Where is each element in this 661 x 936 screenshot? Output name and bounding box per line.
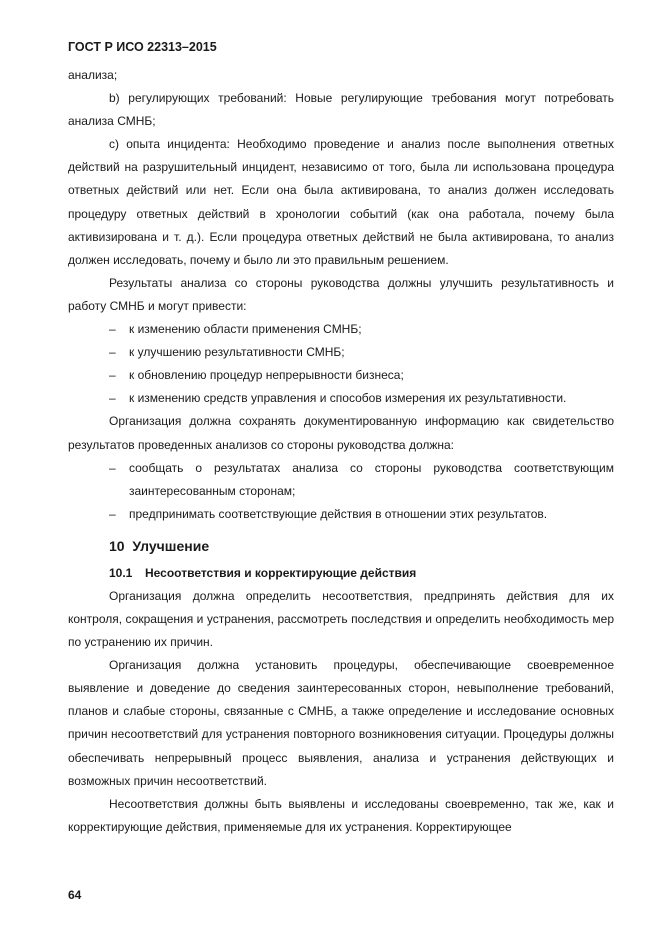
page-number: 64: [68, 888, 82, 902]
dash-marker: –: [109, 368, 116, 383]
paragraph-investigation: Несоответствия должны быть выявлены и исследованы своевременно, так же, как и корректирующие действия, применяемые для их устранения. Корректирующее: [68, 796, 614, 834]
list-item: [109, 387, 614, 410]
paragraph-nonconformity-define: Организация должна определить несоответствия, предпринять действия для их контроля, сокращения и устранения, рассмотреть последствия и определить необходимость мер по устранению их причин.: [68, 588, 614, 650]
subsection-title: Несоответствия и корректирующие действия: [145, 565, 417, 580]
list-item: [109, 457, 614, 503]
dash-marker: –: [109, 345, 116, 360]
paragraph-item-b: b) регулирующих требований: Новые регулирующие требования могут потребовать анализа СМНБ;: [68, 91, 614, 129]
section-number: 10: [109, 537, 125, 554]
section-title: Улучшение: [132, 537, 210, 554]
paragraph-documented-info: Организация должна сохранять документированную информацию как свидетельство результатов проведенных анализов со стороны руководства должна:: [68, 414, 614, 452]
list-item-text: к изменению средств управления и способов измерения их результативности.: [129, 391, 567, 406]
list-item-text: к изменению области применения СМНБ;: [129, 322, 362, 337]
section-heading: [109, 535, 614, 557]
list-item-text: к улучшению результативности СМНБ;: [129, 345, 345, 360]
document-header: ГОСТ Р ИСО 22313–2015: [68, 40, 217, 54]
subsection-number: 10.1: [109, 565, 133, 580]
paragraph-procedures: Организация должна установить процедуры, обеспечивающие своевременное выявление и доведение до сведения заинтересованных сторон, невыполнение требований, планов и слабые стороны, связанные с СМНБ, а также определение и исследование основных причин несоответствий для устранения повторного возникновения ситуации. Процедуры должны обеспечивать непрерывный процесс выявления, анализа и устранения действующих и возможных причин несоответствий.: [68, 658, 614, 788]
list-item: [109, 318, 614, 341]
list-item-text: предпринимать соответствующие действия в отношении этих результатов.: [129, 506, 548, 521]
paragraph-results: Результаты анализа со стороны руководства должны улучшить результативность и работу СМНБ и могут привести:: [68, 275, 614, 313]
subsection-heading: [109, 562, 614, 585]
list-item-text: к обновлению процедур непрерывности бизнеса;: [129, 368, 404, 383]
paragraph-item-c: c) опыта инцидента: Необходимо проведение и анализ после выполнения ответных действий на разрушительный инцидент, независимо от того, была ли использована процедура ответных действий или нет. Если она была активирована, то анализ должен исследовать процедуру ответных действий в хронологии событий (как она работала, почему была активизирована и т. д.). Если процедура ответных действий не была активирована, то анализ должен исследовать, почему и было ли это правильным решением.: [68, 137, 614, 267]
list-item: [109, 341, 614, 364]
dash-marker: –: [109, 322, 116, 337]
dash-marker: –: [109, 391, 116, 406]
dash-marker: –: [109, 506, 116, 521]
dash-marker: –: [109, 460, 116, 475]
list-item: [109, 503, 614, 526]
list-item-text: сообщать о результатах анализа со стороны руководства соответствующим заинтересованным сторонам;: [129, 460, 614, 498]
document-body: [68, 64, 614, 839]
paragraph-fragment: анализа;: [68, 68, 118, 82]
list-item: [109, 364, 614, 387]
